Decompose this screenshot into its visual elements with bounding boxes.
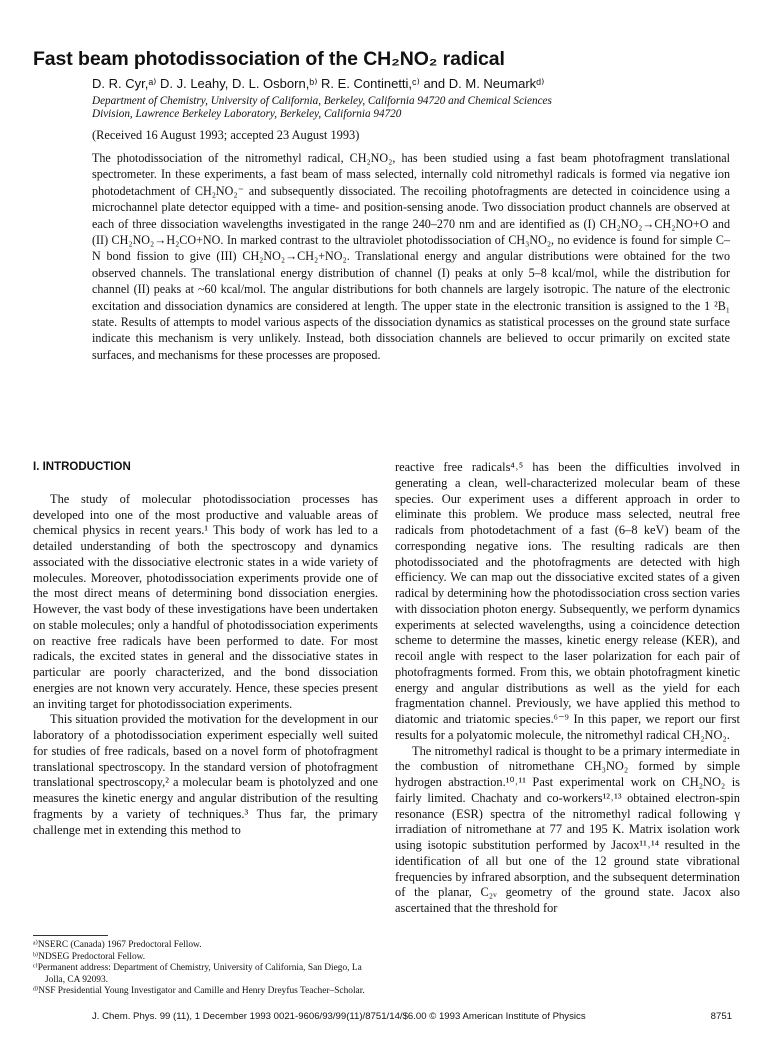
section-heading: I. INTRODUCTION <box>33 461 131 473</box>
author-list: D. R. Cyr,ᵃ⁾ D. J. Leahy, D. L. Osborn,ᵇ⁾ R. E. Continetti,ᶜ⁾ and D. M. Neumarkᵈ⁾ <box>92 76 545 91</box>
footnote: ᶜ⁾Permanent address: Department of Chemistry, University of California, San Diego, La Jolla, CA 92093. <box>33 963 362 985</box>
body-paragraph: The study of molecular photodissociation processes has developed into one of the most productive and valuable areas of chemical physics in recent years.¹ This body of work has led to a detailed understanding of both the spectroscopy and dynamics associated with the dissociative electronic states in a wide variety of molecules. Moreover, photodissociation experiments provide one of the most direct means of determining bond dissociation energies. However, the vast body of these investigations have been undertaken on stable molecules; only a handful of photodissociation experiments on reactive free radicals have been performed to date. For most radicals, the excited states in general and the dissociative states in particular are poorly characterized, and the bond dissociation energies are not known very accurately. Hence, these species present an inviting target for photodissociation experiments. <box>33 491 378 711</box>
footnote: ᵇ⁾NDSEG Predoctoral Fellow. <box>33 951 146 962</box>
page-footer <box>92 1011 732 1022</box>
body-paragraph: The nitromethyl radical is thought to be a primary intermediate in the combustion of nitromethane CH₃NO₂ formed by simple hydrogen abstraction.¹⁰˒¹¹ Past experimental work on CH₂NO₂ is fairly limited. Chachaty and co-workers¹²˒¹³ obtained electron-spin resonance (ESR) spectra of the nitromethyl radical following γ irradiation of nitromethane at 77 and 195 K. Matrix isolation work using isotopic substitution performed by Jacox¹¹˒¹⁴ resulted in the identification of all but one of the 12 ground state vibrational frequencies by infrared absorption, and the subsequent determination of the planar, C₂ᵥ geometry of the ground state. Jacox also ascertained that the threshold for <box>395 743 740 915</box>
paper-title: Fast beam photodissociation of the CH₂NO₂ radical <box>33 48 505 70</box>
body-paragraph: This situation provided the motivation for the development in our laboratory of a photodissociation experiment especially well suited for studies of free radicals, based on a novel form of photofragment translational spectroscopy. In the standard version of photofragment translational spectroscopy,² a molecular beam is photolyzed and one measures the kinetic energy and angular distribution of the resulting fragments by a variety of techniques.³ Thus far, the primary challenge met in extending this method to <box>33 712 378 837</box>
body-paragraph: reactive free radicals⁴˒⁵ has been the difficulties involved in generating a clean, well-characterized molecular beam of these species. Our experiment uses a different approach in order to eliminate this problem. We produce mass selected, neutral free radicals from photodetachment of a fast (6–8 keV) beam of the corresponding negative ions. The resulting radicals are then photodissociated and the photofragments are detected with high efficiency. We can map out the dissociative excited states of a given radical by determining how the photodissociation cross section varies with dissociation photon energy. Subsequently, we perform dynamics experiments at selected wavelengths, using a coincidence detection scheme to determine the masses, kinetic energy release (KER), and recoil angle with respect to the laser polarization for each pair of photofragments formed. From this, we obtain photofragment kinetic energy and angular distributions as well as the yield for each fragmentation channel. Previously, we have applied this method to diatomic and triatomic species.⁶⁻⁹ In this paper, we report our first results for a polyatomic molecule, the nitromethyl radical CH₂NO₂. <box>395 460 740 742</box>
affiliation-line: Department of Chemistry, University of California, Berkeley, California 94720 and Chemical Sciences <box>92 95 552 107</box>
footnote-rule <box>33 935 108 936</box>
affiliation <box>92 95 722 121</box>
footnotes <box>33 940 378 998</box>
right-column <box>395 460 740 917</box>
footnote: ᵈ⁾NSF Presidential Young Investigator and Camille and Henry Dreyfus Teacher–Scholar. <box>33 986 365 997</box>
abstract: The photodissociation of the nitromethyl radical, CH₂NO₂, has been studied using a fast beam photofragment translational spectrometer. In these experiments, a fast beam of mass selected, internally cold nitromethyl radicals is formed via negative ion photodetachment of CH₂NO₂⁻ and subsequently dissociated. The recoiling photofragments are detected in coincidence using a microchannel plate detector equipped with a time- and position-sensing anode. Two dissociation product channels are observed at each of three dissociation wavelengths investigated in the range 240–270 nm and are identified as (I) CH₂NO₂→CH₂NO+O and (II) CH₂NO₂→H₂CO+NO. In marked contrast to the ultraviolet photodissociation of CH₃NO₂, no evidence is found for simple C–N bond fission to give (III) CH₂NO₂→CH₂+NO₂. Translational energy and angular distributions were obtained for the two observed channels. The translational energy distribution of channel (I) peaks at only 5–8 kcal/mol, while the distribution for channel (II) peaks at ~60 kcal/mol. The angular distributions for both channels are largely isotropic. The nature of the electronic excitation and dissociation dynamics are considered at length. The upper state in the electronic transition is assigned to the 1 ²B₁ state. Results of attempts to model various aspects of the dissociation dynamics as statistical processes on the ground state surface indicate this mechanism is very unlikely. Instead, both dissociation channels are believed to occur primarily on excited state surfaces, and mechanisms for these processes are proposed. <box>92 151 730 362</box>
left-column <box>33 460 378 838</box>
affiliation-line: Division, Lawrence Berkeley Laboratory, Berkeley, California 94720 <box>92 108 402 120</box>
footnote: ᵃ⁾NSERC (Canada) 1967 Predoctoral Fellow. <box>33 940 202 950</box>
received-dates: (Received 16 August 1993; accepted 23 August 1993) <box>92 128 360 142</box>
page-number: 8751 <box>710 1011 732 1022</box>
journal-citation: J. Chem. Phys. 99 (11), 1 December 1993 0021-9606/93/99(11)/8751/14/$6.00 © 1993 American Institute of Physics <box>92 1011 586 1022</box>
